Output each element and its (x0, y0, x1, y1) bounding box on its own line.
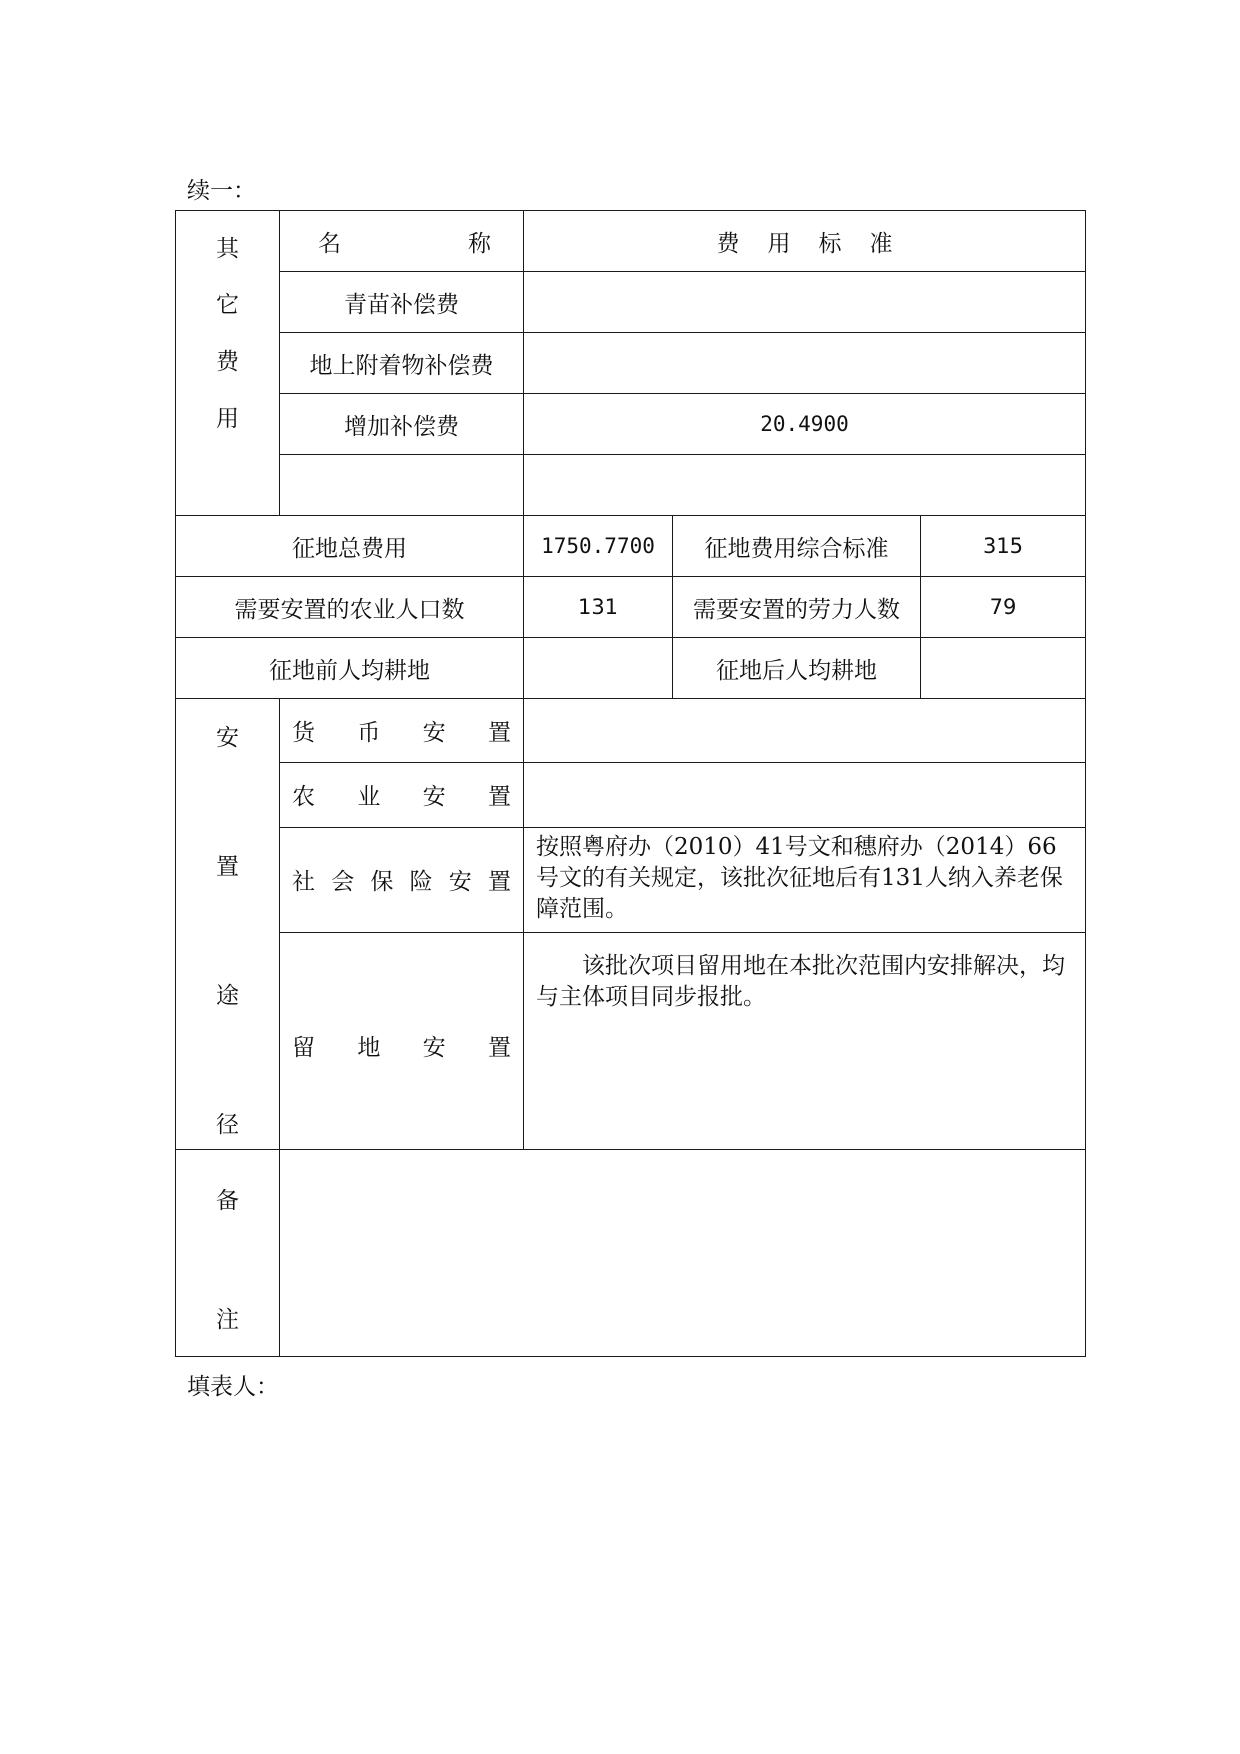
remarks-value (280, 1150, 1086, 1357)
fee-value (524, 272, 1086, 333)
fee-value: 20.4900 (524, 394, 1086, 455)
reserved-land-resettlement-value: 该批次项目留用地在本批次范围内安排解决，均与主体项目同步报批。 (524, 932, 1086, 1149)
form-filler-label: 填表人： (187, 1374, 279, 1400)
reserved-land-resettlement-label: 留 地 安 置 (280, 932, 524, 1149)
other-fees-char: 费 (216, 348, 239, 375)
labor-count-value: 79 (921, 577, 1086, 638)
social-insurance-resettlement-label: 社 会 保 险 安 置 (280, 827, 524, 932)
other-fees-char: 其 (216, 235, 239, 262)
social-insurance-resettlement-value: 按照粤府办（2010）41号文和穗府办（2014）66号文的有关规定，该批次征地后有131人纳入养老保障范围。 (524, 827, 1086, 932)
farmland-after-label: 征地后人均耕地 (673, 638, 921, 699)
composite-standard-value: 315 (921, 516, 1086, 577)
fee-name (280, 455, 524, 516)
agri-population-value: 131 (524, 577, 673, 638)
remarks-section-label: 备 注 (176, 1150, 280, 1357)
fee-row (176, 272, 1086, 333)
col-header-name: 名 称 (280, 211, 524, 272)
other-fees-char: 用 (216, 405, 239, 432)
agricultural-resettlement-label: 农 业 安 置 (280, 763, 524, 827)
farmland-after-value (921, 638, 1086, 699)
monetary-resettlement-value (524, 699, 1086, 763)
total-cost-value: 1750.7700 (524, 516, 673, 577)
agricultural-resettlement-value (524, 763, 1086, 827)
resettlement-section-label: 安 置 途 径 (176, 699, 280, 1150)
agri-population-label: 需要安置的农业人口数 (176, 577, 524, 638)
farmland-before-label: 征地前人均耕地 (176, 638, 524, 699)
monetary-resettlement-label: 货 币 安 置 (280, 699, 524, 763)
fee-value (524, 455, 1086, 516)
other-fees-char: 它 (216, 292, 239, 319)
form-caption-continued: 续一： (187, 178, 256, 204)
fee-value (524, 333, 1086, 394)
fee-row (176, 455, 1086, 516)
fee-row (176, 333, 1086, 394)
fee-row (176, 394, 1086, 455)
col-header-standard: 费 用 标 准 (524, 211, 1086, 272)
composite-standard-label: 征地费用综合标准 (673, 516, 921, 577)
land-acquisition-form-table (175, 210, 1086, 1357)
fee-name: 增加补偿费 (280, 394, 524, 455)
total-cost-label: 征地总费用 (176, 516, 524, 577)
farmland-before-value (524, 638, 673, 699)
labor-count-label: 需要安置的劳力人数 (673, 577, 921, 638)
other-fees-section-label (176, 211, 280, 516)
fee-name: 青苗补偿费 (280, 272, 524, 333)
fee-name: 地上附着物补偿费 (280, 333, 524, 394)
